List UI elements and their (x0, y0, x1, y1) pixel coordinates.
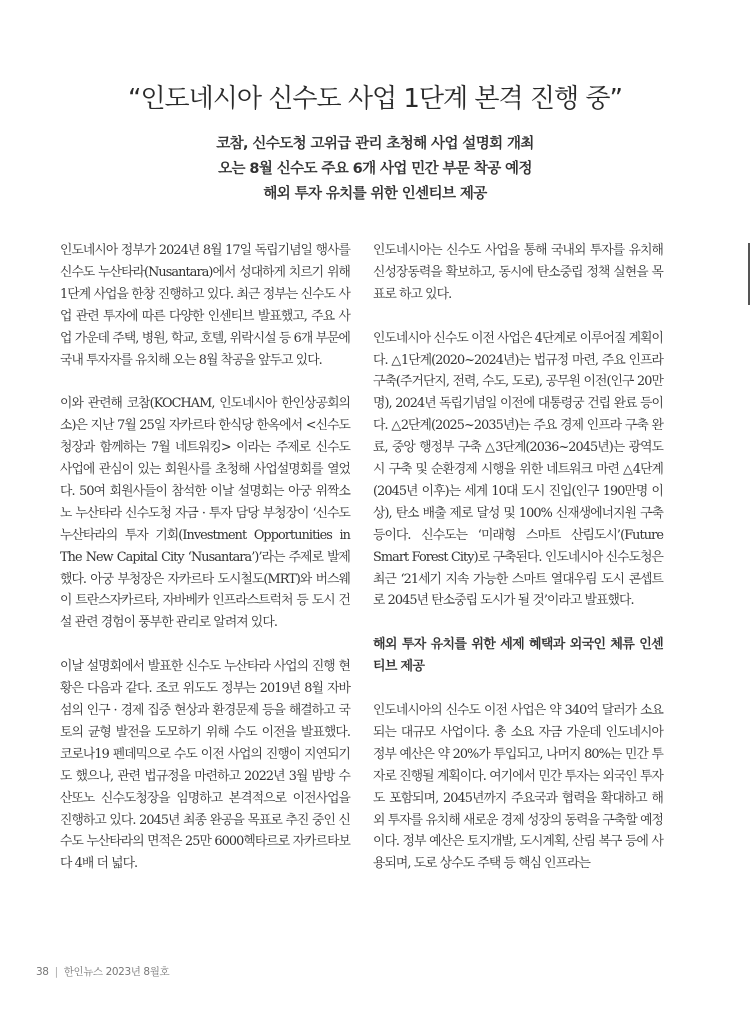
footer-separator: | (54, 966, 58, 978)
body-paragraph: 인도네시아 신수도 이전 사업은 4단계로 이루어질 계획이다. △1단계(2020~2024년)는 법규정 마련, 주요 인프라 구축(주거단지, 전력, 수도, 도로), 공무원 이전(인구 20만명), 2024년 독립기념일 이전에 대통령궁 건립 완료 등이다. △2단계(2025~2035년)는 주요 경제 인프라 구축 완료, 중앙 행정부 구축 △3단계(2036~2045년)는 광역도시 구축 및 순환경제 시행을 위한 네트워크 마련 △4단계(2045년 이후)는 세계 10대 도시 진입(인구 190만명 이상), 탄소 배출 제로 달성 및 100% 신재생에너지원 구축 등이다. 신수도는 ‘미래형 스마트 산림도시’(Future Smart Forest City)로 구축된다. 인도네시아 신수도청은 최근 ‘21세기 지속 가능한 스마트 열대우림 도시 콘셉트로 2045년 탄소중립 도시가 될 것’이라고 발표했다. (373, 330, 663, 609)
article-title: “인도네시아 신수도 사업 1단계 본격 진행 중” (127, 84, 623, 114)
publication-name: 한인뉴스 2023년 8월호 (63, 966, 170, 978)
subtitle-line: 오는 8월 신수도 주요 6개 사업 민간 부문 착공 예정 (218, 161, 532, 177)
body-paragraph: 인도네시아는 신수도 사업을 통해 국내외 투자를 유치해 신성장동력을 확보하고, 동시에 탄소중립 정책 실현을 목표로 하고 있다. (373, 243, 663, 302)
right-column (373, 240, 663, 897)
body-paragraph: 이날 설명회에서 발표한 신수도 누산타라 사업의 진행 현황은 다음과 같다. 조코 위도도 정부는 2019년 8월 자바섬의 인구 · 경제 집중 현상과 환경문제 등을 해결하고 국토의 균형 발전을 도모하기 위해 수도 이전을 발표했다. 코로나19 펜데믹으로 수도 이전 사업의 진행이 지연되기도 했으나, 관련 법규정을 마련하고 2022년 3월 밤방 수산또노 신수도청장을 임명하고 본격적으로 이전사업을 진행하고 있다. 2045년 최종 완공을 목표로 추진 중인 신수도 누산타라의 면적은 25만 6000헥타르로 자카르타보다 4배 더 넓다. (60, 659, 350, 872)
section-heading: 해외 투자 유치를 위한 세제 혜택과 외국인 체류 인센티브 제공 (373, 637, 663, 675)
left-column (60, 240, 350, 897)
page-footer (36, 964, 169, 979)
body-paragraph: 이와 관련해 코참(KOCHAM, 인도네시아 한인상공회의소)은 지난 7월 25일 자카르타 한식당 한옥에서 <신수도청장과 함께하는 7월 네트워킹> 이라는 주제로 신수도 사업에 관심이 있는 회원사를 초청해 사업설명회를 열었다. 50여 회원사들이 참석한 이날 설명회는 아궁 위짝소노 누산타라 신수도청 자금 · 투자 담당 부청장이 ‘신수도 누산타라의 투자 기회(Investment Opportunities in The New Capital City ‘Nusantara’)’라는 주제로 발제했다. 아궁 부청장은 자카르타 도시철도(MRT)와 버스웨이 트란스자카르타, 자바베카 인프라스트럭처 등 도시 건설 관련 경험이 풍부한 관리로 알려져 있다. (60, 396, 350, 631)
subtitle-line: 코참, 신수도청 고위급 관리 초청해 사업 설명회 개최 (216, 136, 534, 152)
subtitle-block (0, 132, 750, 207)
body-paragraph: 인도네시아의 신수도 이전 사업은 약 340억 달러가 소요되는 대규모 사업이다. 총 소요 자금 가운데 인도네시아 정부 예산은 약 20%가 투입되고, 나머지 80%는 민간 투자로 진행될 계획이다. 여기에서 민간 투자는 외국인 투자도 포함되며, 2045년까지 주요국과 협력을 확대하고 해외 투자를 유치해 새로운 경제 성장의 동력을 구축할 예정이다. 정부 예산은 토지개발, 도시계획, 산림 복구 등에 사용되며, 도로 상수도 주택 등 핵심 인프라는 (373, 702, 663, 872)
subtitle-line: 해외 투자 유치를 위한 인센티브 제공 (263, 186, 487, 202)
body-paragraph: 인도네시아 정부가 2024년 8월 17일 독립기념일 행사를 신수도 누산타라(Nusantara)에서 성대하게 치르기 위해 1단계 사업을 한창 진행하고 있다. 최근 정부는 신수도 사업 관련 투자에 따른 다양한 인센티브 발표했고, 주요 사업 가운데 주택, 병원, 학교, 호텔, 위락시설 등 6개 부문에 국내 투자자를 유치해 오는 8월 착공을 앞두고 있다. (60, 243, 350, 368)
page-number: 38 (36, 966, 49, 978)
